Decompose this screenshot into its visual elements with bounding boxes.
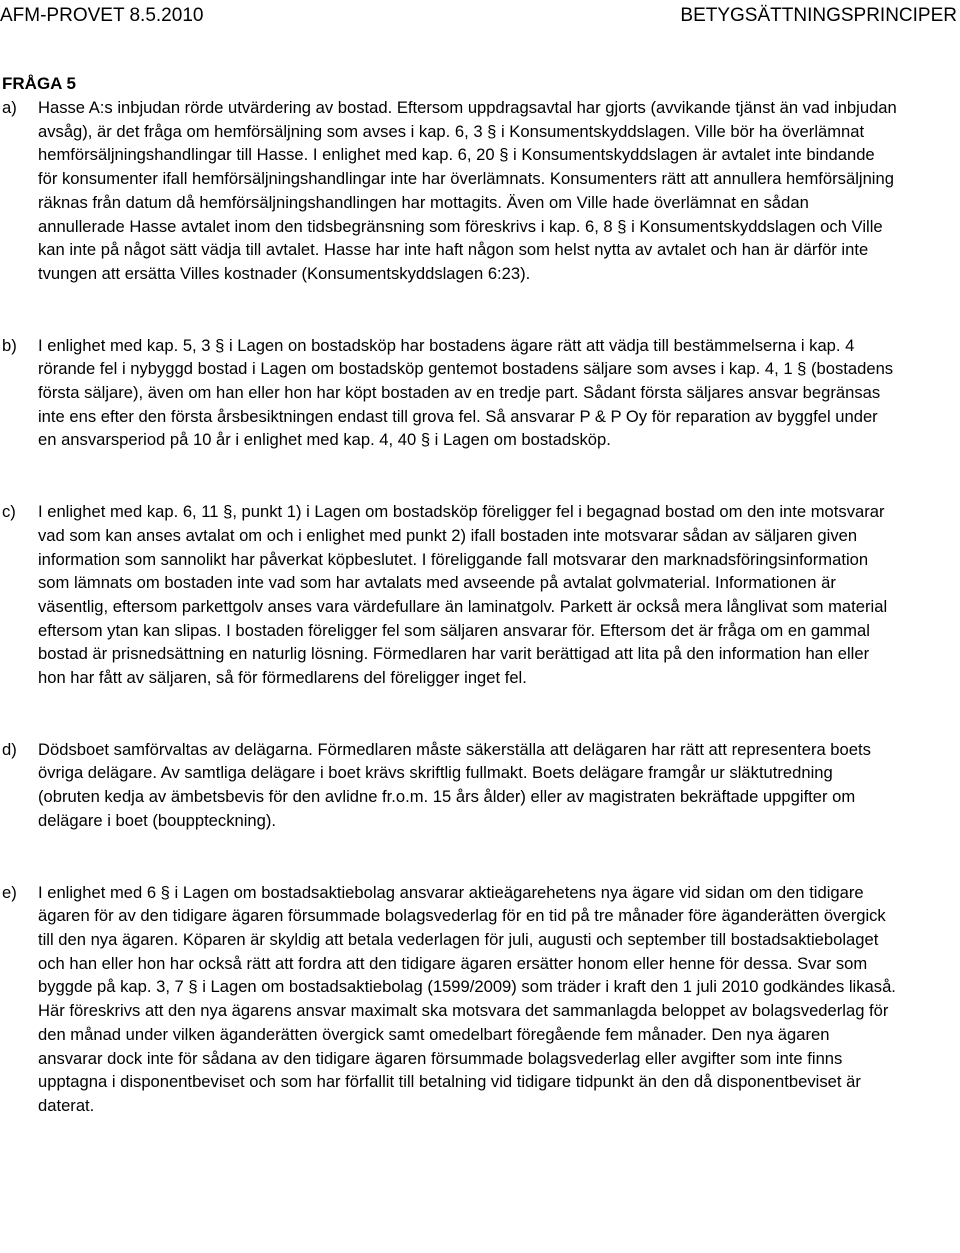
item-letter: b): [2, 335, 17, 355]
answer-item-e: [2, 881, 897, 1118]
item-letter: c): [2, 502, 16, 522]
spacer: [2, 452, 897, 500]
exam-title: AFM-PROVET 8.5.2010: [0, 5, 204, 26]
spacer: [2, 286, 897, 334]
document-body: [2, 72, 897, 1118]
item-letter: d): [2, 739, 17, 759]
item-text: I enlighet med 6 § i Lagen om bostadsaktiebolag ansvarar aktieägarehetens nya ägare vid sidan om den tidigare ägaren för av den tidigare ägaren försummade bolagsvederlag för en tid på tre månader före äganderätten övergick till den nya ägaren. Köparen är skyldig att betala vederlagen för juli, augusti och september till bostadsaktiebolaget och han eller hon har också rätt att fordra att den tidigare ägaren ersätter honom eller henne för dessa. Svar som byggde på kap. 3, 7 § i Lagen om bostadsaktiebolag (1599/2009) som träder i kraft den 1 juli 2010 godkändes likaså. Här föreskrivs att den nya ägarens ansvar maximalt ska motsvara det sammanlagda beloppet av bolagsvederlag för den månad under vilken äganderätten övergick samt omedelbart föregående fem månader. Den nya ägaren ansvarar dock inte för sådana av den tidigare ägaren försummade bolagsvederlag eller avgifter som inte finns upptagna i disponentbeviset och som har förfallit till betalning vid tidigare tidpunkt än den då disponentbeviset är daterat.: [38, 882, 896, 1115]
item-letter: a): [2, 98, 17, 117]
answer-item-a: [2, 96, 897, 286]
item-letter: e): [2, 882, 17, 902]
answer-item-d: [2, 738, 897, 833]
item-text: I enlighet med kap. 6, 11 §, punkt 1) i Lagen om bostadsköp föreligger fel i begagnad bostad om den inte motsvarar vad som kan anses avtalat om och i enlighet med punkt 2) ifall bostaden inte motsvarar sådan av säljaren given information som sannolikt har påverkat köpbeslutet. I föreliggande fall motsvarar den marknadsföringsinformation som lämnats om bostaden inte vad som har avtalats med avseende på avtalat golvmaterial. Informationen är väsentlig, eftersom parkettgolv anses vara värdefullare än laminatgolv. Parkett är också mera långlivat som material eftersom ytan kan slipas. I bostaden föreligger fel som säljaren ansvarar för. Eftersom det är fråga om en gammal bostad är prisnedsättning en naturlig lösning. Förmedlaren har varit berättigad att lita på den information han eller hon har fått av säljaren, så för förmedlarens del föreligger inget fel.: [38, 502, 888, 688]
spacer: [2, 690, 897, 738]
item-text: I enlighet med kap. 5, 3 § i Lagen on bostadsköp har bostadens ägare rätt att vädja till bestämmelserna i kap. 4 rörande fel i nybyggd bostad i Lagen om bostadsköp gentemot bostadens säljare som avses i kap. 4, 1 § (bostadens första säljare), även om han eller hon har köpt bostaden av en tredje part. Sådant första säljares ansvar begränsas inte ens efter den första årsbesiktningen endast till grova fel. Så ansvarar P & P Oy för reparation av byggfel under en ansvarsperiod på 10 år i enlighet med kap. 4, 40 § i Lagen om bostadsköp.: [38, 335, 894, 450]
section-title: BETYGSÄTTNINGSPRINCIPER: [680, 5, 957, 26]
spacer: [2, 833, 897, 881]
item-text: Hasse A:s inbjudan rörde utvärdering av bostad. Eftersom uppdragsavtal har gjorts (avvikande tjänst än vad inbjudan avsåg), är det fråga om hemförsäljning som avses i kap. 6, 3 § i Konsumentskyddslagen. Ville bör ha överlämnat hemförsäljningshandlingar till Hasse. I enlighet med kap. 6, 20 § i Konsumentskyddslagen är avtalet inte bindande för konsumenter ifall hemförsäljningshandlingar inte har överlämnats. Konsumenters rätt att annullera hemförsäljning räknas från datum då hemförsäljningshandlingen har mottagits. Även om Ville hade överlämnat en sådan annullerade Hasse avtalet inom den tidsbegränsning som föreskrivs i kap. 6, 8 § i Konsumentskyddslagen och Ville kan inte på något sätt vädja till avtalet. Hasse har inte haft någon som helst nytta av avtalet och han är därför inte tvungen att ersätta Villes kostnader (Konsumentskyddslagen 6:23).: [38, 98, 897, 283]
answer-item-c: [2, 500, 897, 690]
question-heading: FRÅGA 5: [2, 74, 76, 93]
item-text: Dödsboet samförvaltas av delägarna. Förmedlaren måste säkerställa att delägaren har rätt att representera boets övriga delägare. Av samtliga delägare i boet krävs skriftlig fullmakt. Boets delägare framgår ur släktutredning (obruten kedja av ämbetsbevis för den avlidne fr.o.m. 15 års ålder) eller av magistraten bekräftade uppgifter om delägare i boet (bouppteckning).: [38, 739, 871, 830]
page-header: [0, 2, 960, 32]
answer-item-b: [2, 334, 897, 453]
